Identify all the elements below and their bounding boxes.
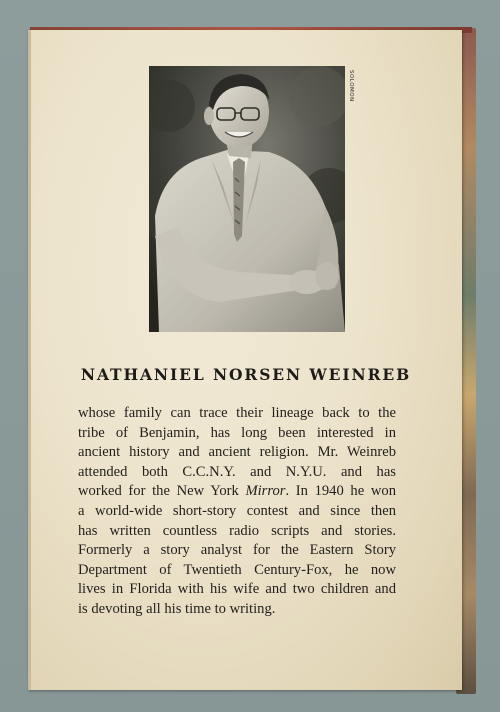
bio-line: Formerly a story analyst for the Eastern Story [78,542,396,559]
jacket-fold-edge [28,30,31,690]
bio-line: has written countless radio scripts and stories. [78,522,396,539]
photo-credit: SOLOMON [348,70,354,102]
bio-line: is devoting all his time to writing. [78,600,276,617]
author-photo [149,66,345,332]
author-name-heading: NATHANIEL NORSEN WEINREB [80,365,412,384]
bio-line: attended both C.C.N.Y. and N.Y.U. and has [78,463,396,480]
author-biography [78,404,396,620]
bio-line: a world-wide short-story contest and since then [78,502,396,519]
bio-line: lives in Florida with his wife and two children and [78,581,396,598]
bio-line: tribe of Benjamin, has long been interested in [78,424,396,441]
bio-line: worked for the New York Mirror. In 1940 he won [78,483,396,500]
bio-line: ancient history and ancient religion. Mr. Weinreb [78,444,396,461]
bio-line: whose family can trace their lineage back to the [78,405,396,421]
bio-line: Department of Twentieth Century-Fox, he now [78,561,396,578]
publication-title: Mirror [245,483,286,500]
